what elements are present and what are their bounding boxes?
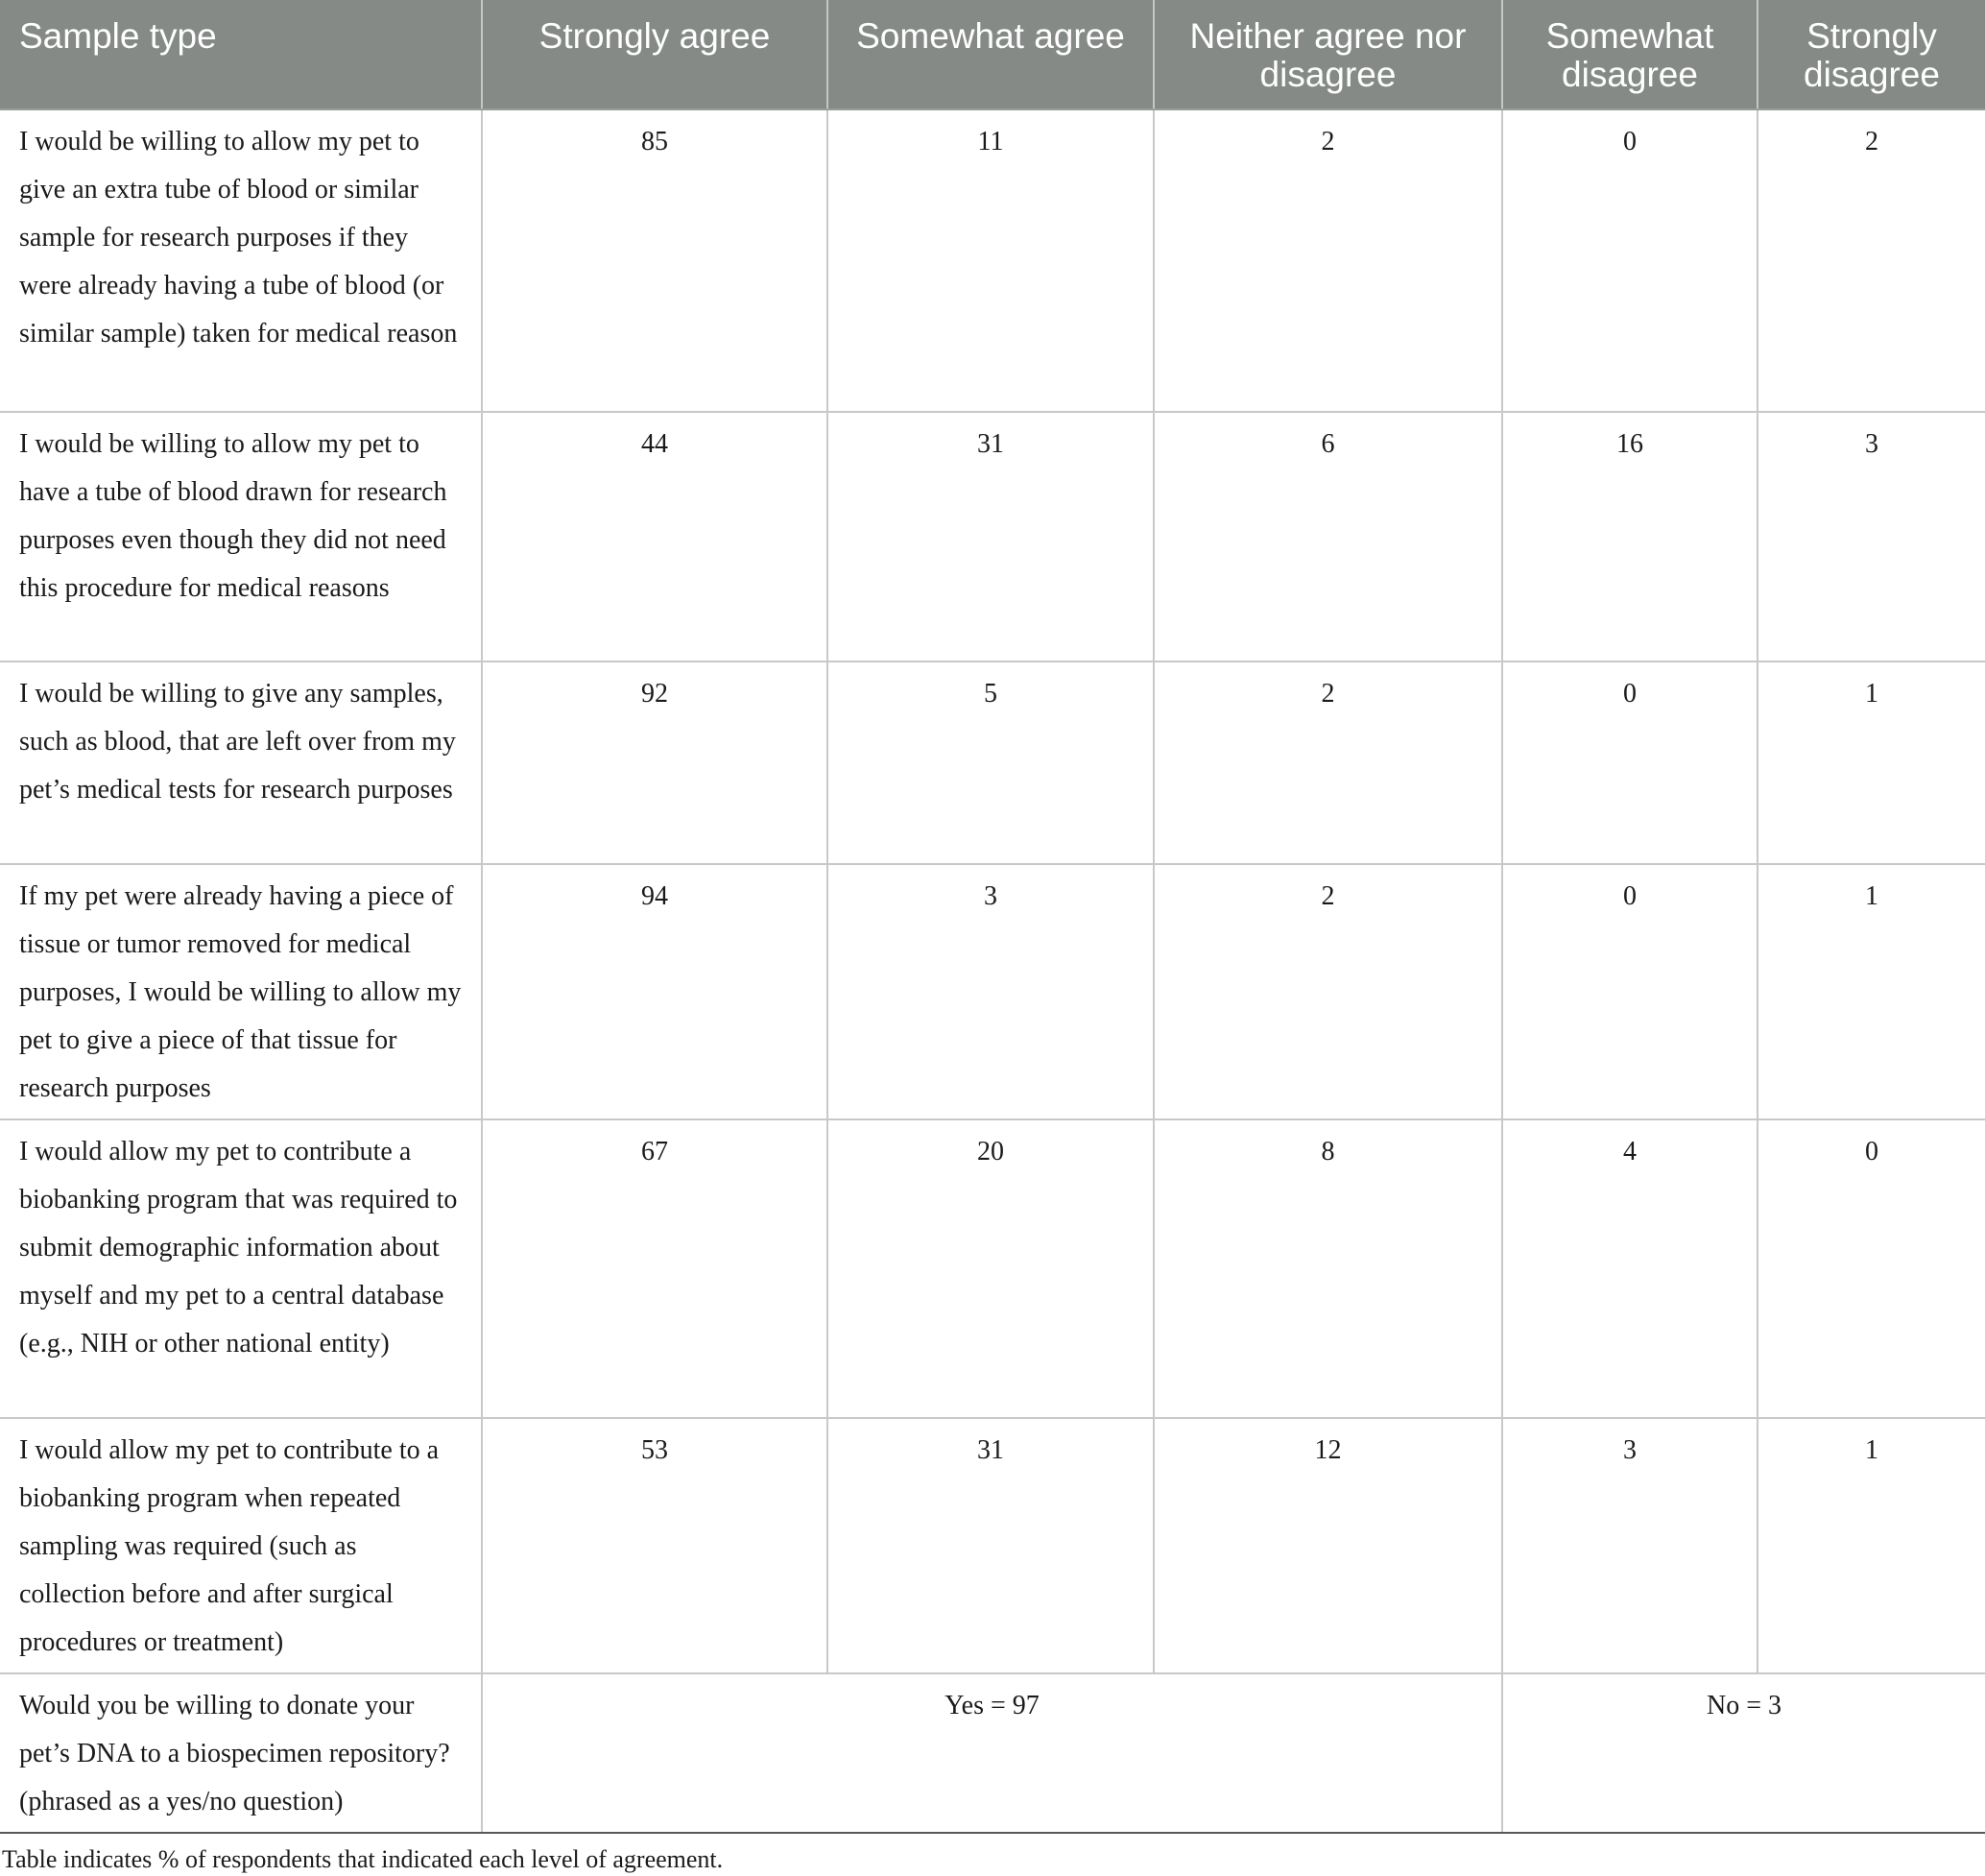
cell-neither: 2 (1154, 864, 1502, 1119)
cell-somewhat-disagree: 3 (1502, 1418, 1758, 1673)
cell-neither: 2 (1154, 109, 1502, 412)
table-row (0, 109, 1985, 412)
header-strongly-agree: Strongly agree (482, 0, 827, 109)
cell-somewhat-disagree: 0 (1502, 864, 1758, 1119)
cell-neither: 2 (1154, 661, 1502, 864)
cell-strongly-agree: 67 (482, 1119, 827, 1418)
cell-strongly-disagree: 2 (1758, 109, 1985, 412)
row-label: If my pet were already having a piece of tissue or tumor removed for medical purposes, I would be willing to allow my pet to give a piece of that tissue for research purposes (0, 864, 482, 1119)
table-row (0, 1119, 1985, 1418)
row-label: I would allow my pet to contribute a biobanking program that was required to submit demographic information about myself and my pet to a central database (e.g., NIH or other national entity) (0, 1119, 482, 1418)
header-neither: Neither agree nor disagree (1154, 0, 1502, 109)
cell-somewhat-agree: 31 (827, 1418, 1154, 1673)
header-sample-type: Sample type (0, 0, 482, 109)
cell-strongly-disagree: 1 (1758, 864, 1985, 1119)
header-somewhat-agree: Somewhat agree (827, 0, 1154, 109)
cell-strongly-disagree: 1 (1758, 1418, 1985, 1673)
header-strongly-disagree: Strongly disagree (1758, 0, 1985, 109)
row-label: I would be willing to give any samples, such as blood, that are left over from my pet’s medical tests for research purposes (0, 661, 482, 864)
cell-strongly-disagree: 3 (1758, 412, 1985, 661)
cell-somewhat-agree: 20 (827, 1119, 1154, 1418)
cell-strongly-agree: 85 (482, 109, 827, 412)
row-label: Would you be willing to donate your pet’s DNA to a biospecimen repository? (phrased as a yes/no question) (0, 1673, 482, 1833)
cell-strongly-agree: 92 (482, 661, 827, 864)
cell-yes: Yes = 97 (482, 1673, 1502, 1833)
cell-somewhat-agree: 11 (827, 109, 1154, 412)
cell-strongly-agree: 53 (482, 1418, 827, 1673)
table-row (0, 661, 1985, 864)
cell-somewhat-agree: 3 (827, 864, 1154, 1119)
header-somewhat-disagree: Somewhat disagree (1502, 0, 1758, 109)
cell-no: No = 3 (1502, 1673, 1985, 1833)
cell-strongly-agree: 44 (482, 412, 827, 661)
table-row (0, 1418, 1985, 1673)
cell-somewhat-agree: 5 (827, 661, 1154, 864)
table-footnote: Table indicates % of respondents that indicated each level of agreement. (2, 1845, 724, 1873)
header-row (0, 0, 1985, 109)
row-label: I would allow my pet to contribute to a biobanking program when repeated sampling was required (such as collection before and after surgical procedures or treatment) (0, 1418, 482, 1673)
row-label: I would be willing to allow my pet to give an extra tube of blood or similar sample for research purposes if they were already having a tube of blood (or similar sample) taken for medical reason (0, 109, 482, 412)
cell-strongly-disagree: 0 (1758, 1119, 1985, 1418)
cell-neither: 8 (1154, 1119, 1502, 1418)
table-row-yes-no (0, 1673, 1985, 1833)
cell-strongly-disagree: 1 (1758, 661, 1985, 864)
table-row (0, 864, 1985, 1119)
row-label: I would be willing to allow my pet to have a tube of blood drawn for research purposes even though they did not need this procedure for medical reasons (0, 412, 482, 661)
cell-somewhat-agree: 31 (827, 412, 1154, 661)
cell-strongly-agree: 94 (482, 864, 827, 1119)
cell-somewhat-disagree: 0 (1502, 661, 1758, 864)
cell-neither: 12 (1154, 1418, 1502, 1673)
cell-somewhat-disagree: 4 (1502, 1119, 1758, 1418)
table-row (0, 412, 1985, 661)
cell-somewhat-disagree: 16 (1502, 412, 1758, 661)
cell-neither: 6 (1154, 412, 1502, 661)
cell-somewhat-disagree: 0 (1502, 109, 1758, 412)
